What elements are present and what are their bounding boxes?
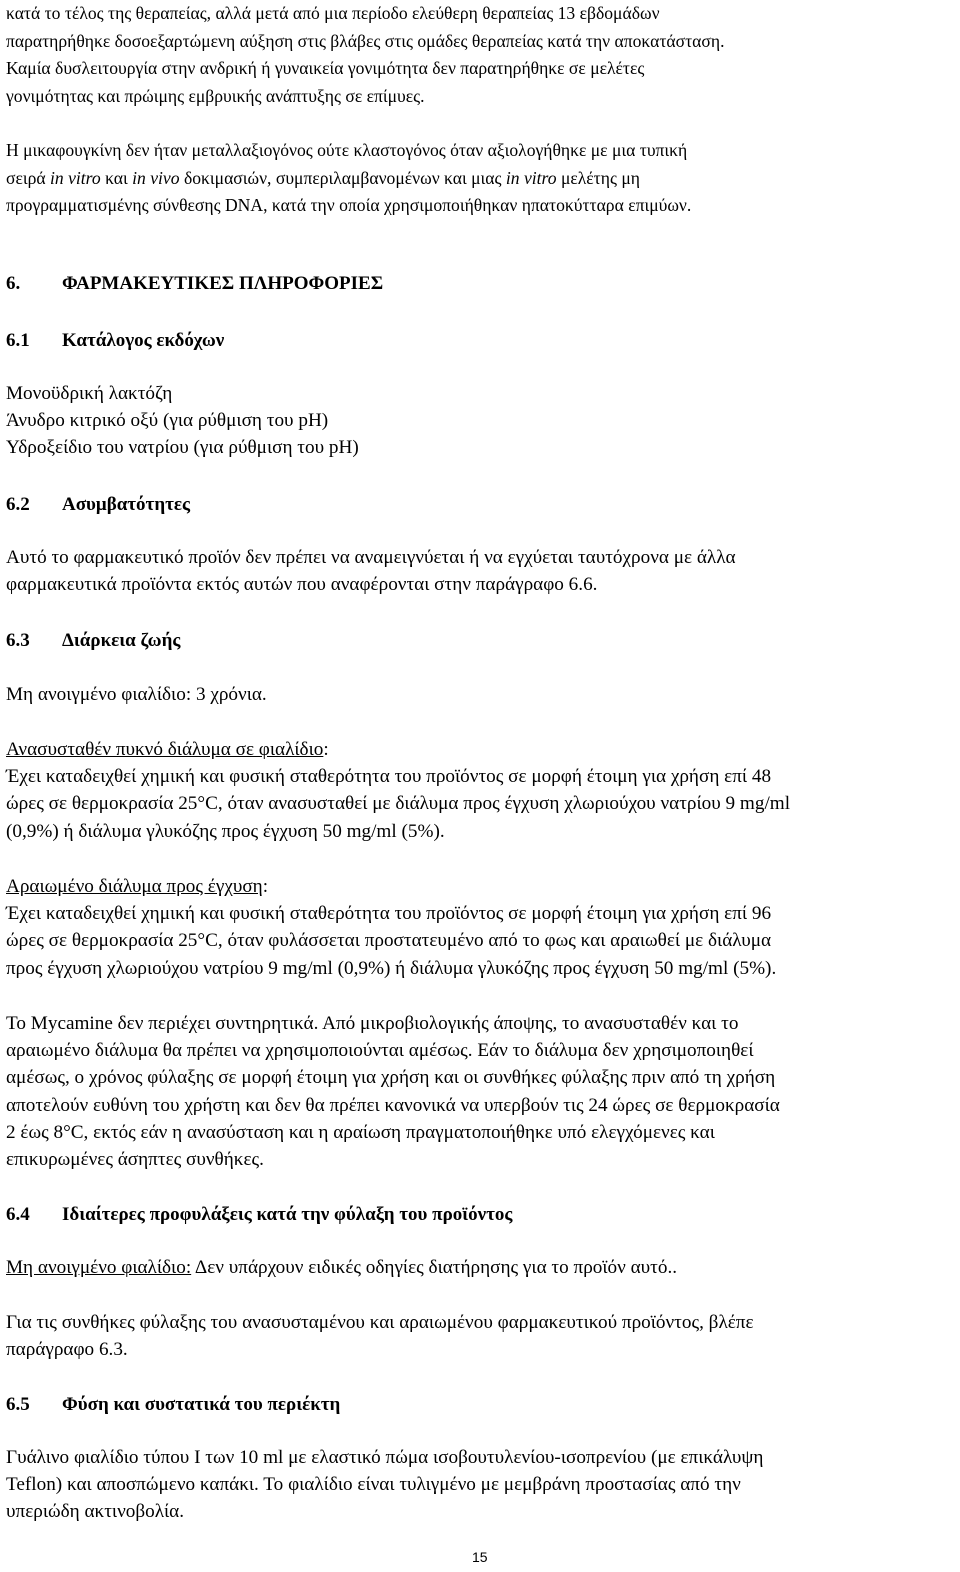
text-run: μελέτης μη	[556, 167, 640, 188]
text-line: παρατηρήθηκε δοσοεξαρτώμενη αύξηση στις βλάβες στις ομάδες θεραπείας κατά την αποκατάσταση.	[6, 30, 725, 51]
text-line: υπεριώδη ακτινοβολία.	[6, 1501, 185, 1523]
excipient-item: Υδροξείδιο του νατρίου (για ρύθμιση του pH)	[6, 437, 359, 459]
section-number: 6.5	[6, 1394, 30, 1415]
text-line: Για τις συνθήκες φύλαξης του ανασυσταμένου και αραιωμένου φαρμακευτικού προϊόντος, βλέπε	[6, 1312, 754, 1333]
text-line: αποτελούν ευθύνη του χρήστη και δεν θα πρέπει κανονικά να υπερβούν τις 24 ώρες σε θερμοκρασία	[6, 1094, 780, 1116]
text-line: Γυάλινο φιαλίδιο τύπου Ι των 10 ml με ελαστικό πώμα ισοβουτυλενίου-ισοπρενίου (με επικάλυψη	[6, 1447, 764, 1468]
section-6-2-heading	[6, 492, 190, 518]
text-line: φαρμακευτικά προϊόντα εκτός αυτών που αναφέρονται στην παράγραφο 6.6.	[6, 574, 598, 596]
text-line: Αυτό το φαρμακευτικό προϊόν δεν πρέπει να αναμειγνύεται ή να εγχύεται ταυτόχρονα με άλλα	[6, 547, 736, 568]
text-run: Δεν υπάρχουν ειδικές οδηγίες διατήρησης για το προϊόν αυτό..	[191, 1257, 678, 1278]
section-number: 6.	[6, 273, 21, 294]
text-run: και	[100, 167, 133, 188]
text-line: αραιωμένο διάλυμα θα πρέπει να χρησιμοποιούνται αμέσως. Εάν το διάλυμα δεν χρησιμοποιηθεί	[6, 1040, 754, 1062]
text-line: Έχει καταδειχθεί χημική και φυσική σταθερότητα του προϊόντος σε μορφή έτοιμη για χρήση επί 96	[6, 903, 772, 925]
text-run: :	[323, 739, 329, 760]
text-line: Το Mycamine δεν περιέχει συντηρητικά. Από μικροβιολογικής άποψης, το ανασυσταθέν και το	[6, 1013, 739, 1034]
italic-term: in vivo	[132, 167, 180, 188]
text-line: αμέσως, ο χρόνος φύλαξης σε μορφή έτοιμη για χρήση και οι συνθήκες φύλαξης πριν από τη χρήση	[6, 1067, 776, 1089]
text-line: ώρες σε θερμοκρασία 25°C, όταν φυλάσσεται προστατευμένο από το φως και αραιωθεί με διάλυμα	[6, 930, 772, 952]
text-line: (0,9%) ή διάλυμα γλυκόζης προς έγχυση 50 mg/ml (5%).	[6, 820, 445, 842]
text-run: :	[262, 876, 269, 897]
unopened-storage-paragraph	[6, 1254, 952, 1281]
unopened-vial-shelf-life	[6, 681, 952, 708]
text-line: προγραμματισμένης σύνθεσης DNA, κατά την οποία χρησιμοποιήθηκαν ηπατοκύτταρα επιμύων.	[6, 195, 692, 215]
mutagenicity-paragraph	[6, 137, 952, 220]
subheading-label: Ανασυσταθέν πυκνό διάλυμα σε φιαλίδιο	[6, 739, 324, 760]
excipient-item: Άνυδρο κιτρικό οξύ (για ρύθμιση του pH)	[6, 410, 329, 432]
section-title: Διάρκεια ζωής	[62, 630, 181, 651]
section-6-heading	[6, 271, 383, 297]
preservative-paragraph	[6, 1010, 952, 1173]
excipient-item: Μονοϋδρική λακτόζη	[6, 383, 173, 404]
text-line: προς έγχυση χλωριούχου νατρίου 9 mg/ml (0,9%) ή διάλυμα γλυκόζης προς έγχυση 50 mg/ml (5%).	[6, 957, 777, 979]
excipients-list	[6, 380, 952, 462]
section-number: 6.4	[6, 1204, 30, 1225]
section-6-1-heading	[6, 328, 224, 354]
text-run: δοκιμασιών, συμπεριλαμβανομένων και μιας	[179, 167, 506, 188]
storage-reference-paragraph	[6, 1309, 952, 1363]
text-line	[6, 165, 952, 193]
text-line: γονιμότητας και πρώιμης εμβρυικής ανάπτυξης σε επίμυες.	[6, 85, 425, 106]
incompatibilities-paragraph	[6, 544, 952, 598]
section-number: 6.1	[6, 330, 30, 351]
section-number: 6.2	[6, 494, 30, 515]
text-line: κατά το τέλος της θεραπείας, αλλά μετά από μια περίοδο ελεύθερη θεραπείας 13 εβδομάδων	[6, 3, 660, 23]
text-line: 2 έως 8°C, εκτός εάν η ανασύσταση και η αραίωση πραγματοποιήθηκε υπό ελεγχόμενες και	[6, 1121, 715, 1143]
italic-term: in vitro	[50, 167, 101, 188]
section-number: 6.3	[6, 630, 30, 651]
section-6-3-heading	[6, 628, 180, 654]
text-line: επικυρωμένες άσηπτες συνθήκες.	[6, 1149, 264, 1171]
section-title: Κατάλογος εκδόχων	[62, 330, 225, 351]
section-title: Ιδιαίτερες προφυλάξεις κατά την φύλαξη του προϊόντος	[62, 1204, 513, 1225]
section-title: Ασυμβατότητες	[62, 494, 190, 515]
text-line: Έχει καταδειχθεί χημική και φυσική σταθερότητα του προϊόντος σε μορφή έτοιμη για χρήση επί 48	[6, 766, 772, 788]
text-line	[6, 1254, 952, 1281]
section-title: ΦΑΡΜΑΚΕΥΤΙΚΕΣ ΠΛΗΡΟΦΟΡΙΕΣ	[62, 273, 384, 294]
section-6-4-heading	[6, 1202, 512, 1228]
diluted-paragraph	[6, 873, 952, 982]
intro-paragraph	[6, 0, 952, 110]
subheading-label: Αραιωμένο διάλυμα προς έγχυση	[6, 876, 263, 897]
text-run: σειρά	[6, 167, 51, 188]
text-line: παράγραφο 6.3.	[6, 1339, 128, 1361]
section-6-5-heading	[6, 1392, 340, 1418]
container-paragraph	[6, 1444, 952, 1526]
reconstituted-paragraph	[6, 736, 952, 845]
text-line	[6, 736, 952, 763]
subheading-label: Μη ανοιγμένο φιαλίδιο:	[6, 1257, 192, 1278]
text-line: ώρες σε θερμοκρασία 25°C, όταν ανασυσταθεί με διάλυμα προς έγχυση χλωριούχου νατρίου 9 mg/ml	[6, 793, 791, 815]
text-line: Η μικαφουγκίνη δεν ήταν μεταλλαξιογόνος ούτε κλαστογόνος όταν αξιολογήθηκε με μια τυπική	[6, 140, 688, 160]
text-line	[6, 873, 952, 900]
text-line: Teflon) και αποσπώμενο καπάκι. Το φιαλίδιο είναι τυλιγμένο με μεμβράνη προστασίας από την	[6, 1474, 741, 1496]
page-number: 15	[472, 1549, 488, 1565]
italic-term: in vitro	[505, 167, 557, 188]
section-title: Φύση και συστατικά του περιέκτη	[62, 1394, 341, 1415]
text-line: Μη ανοιγμένο φιαλίδιο: 3 χρόνια.	[6, 684, 267, 705]
text-line: Καμία δυσλειτουργία στην ανδρική ή γυναικεία γονιμότητα δεν παρατηρήθηκε σε μελέτες	[6, 58, 645, 78]
